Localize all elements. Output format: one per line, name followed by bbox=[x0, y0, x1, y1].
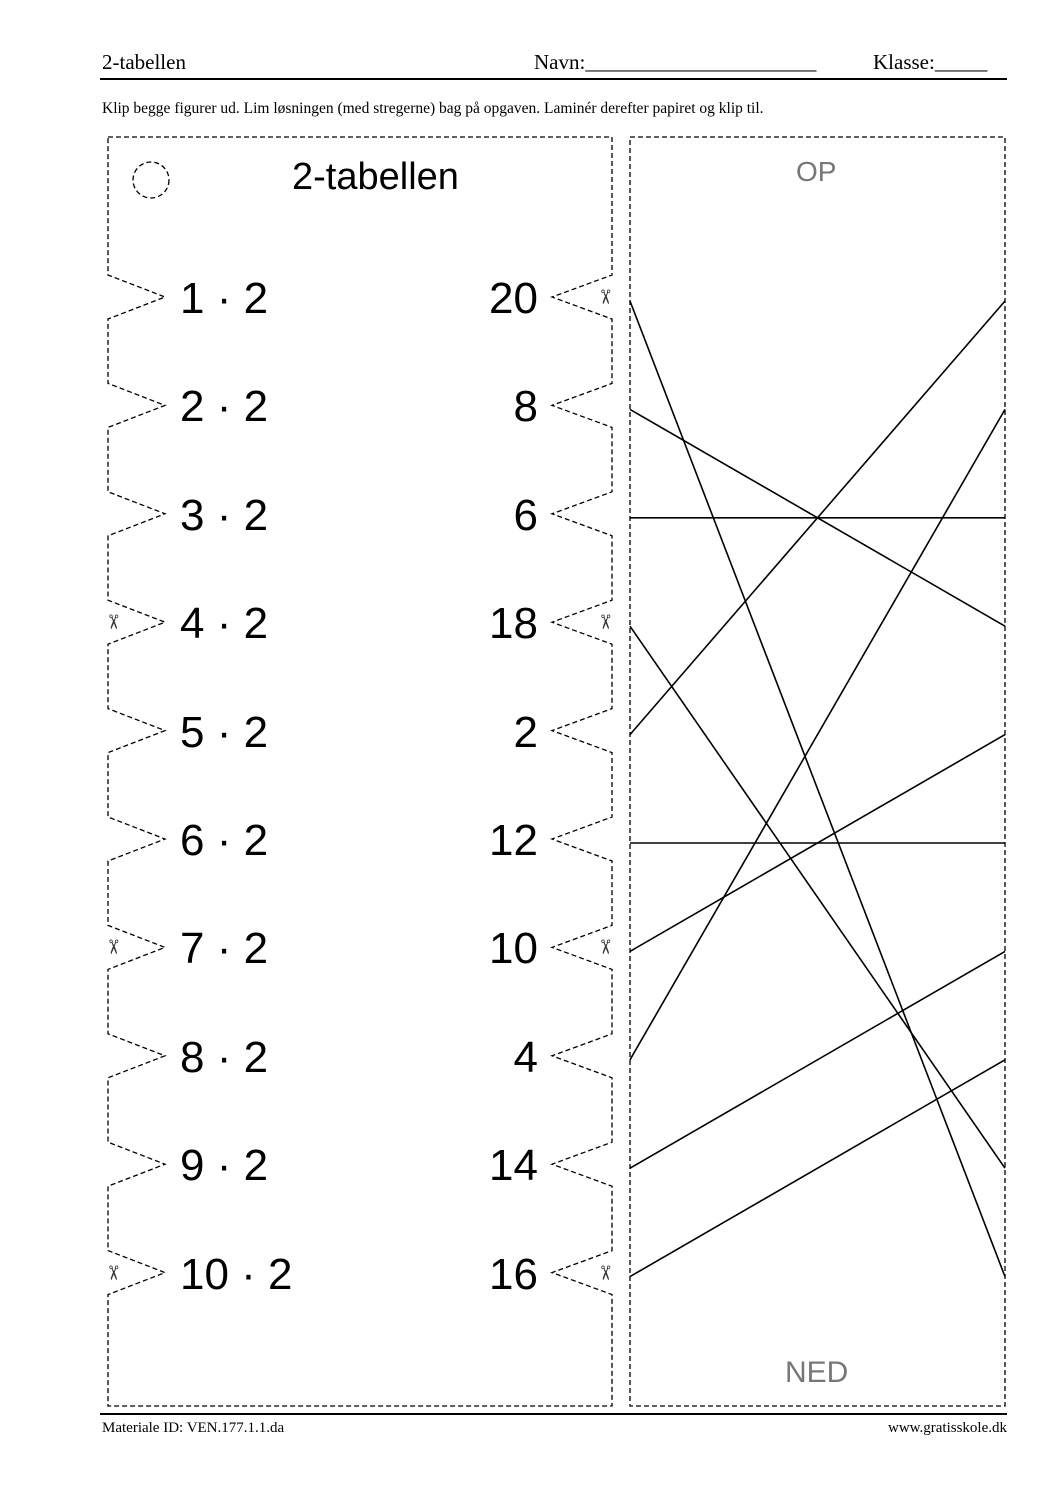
question-10: 10 · 2 bbox=[180, 1249, 293, 1299]
solution-cut-outline bbox=[630, 137, 1005, 1406]
header-title: 2-tabellen bbox=[102, 50, 186, 74]
punch-hole-circle bbox=[133, 162, 169, 198]
answer-5: 2 bbox=[513, 707, 538, 757]
solution-line bbox=[630, 301, 1005, 1277]
answer-1: 20 bbox=[489, 274, 538, 323]
question-9: 9 · 2 bbox=[180, 1141, 269, 1191]
answer-2: 8 bbox=[513, 382, 538, 432]
solution-line bbox=[630, 1060, 1005, 1277]
scissors-icon: ✂ bbox=[101, 613, 124, 631]
scissors-icon: ✂ bbox=[593, 1264, 616, 1281]
scissors-icon: ✂ bbox=[593, 939, 616, 956]
answer-7: 10 bbox=[489, 924, 538, 974]
answer-9: 14 bbox=[489, 1141, 538, 1191]
question-5: 5 · 2 bbox=[180, 707, 269, 757]
up-label: OP bbox=[796, 156, 837, 187]
scissors-icon: ✂ bbox=[101, 939, 124, 956]
solution-line bbox=[630, 951, 1005, 1168]
scissors-icon: ✂ bbox=[101, 1264, 124, 1281]
footer-divider bbox=[100, 1413, 1007, 1415]
answer-8: 4 bbox=[513, 1032, 538, 1082]
material-id: Materiale ID: VEN.177.1.1.da bbox=[102, 1420, 285, 1436]
answer-10: 16 bbox=[489, 1249, 538, 1299]
website: www.gratisskole.dk bbox=[887, 1420, 1007, 1436]
question-3: 3 · 2 bbox=[180, 490, 269, 540]
question-1: 1 · 2 bbox=[180, 274, 269, 323]
answer-3: 6 bbox=[513, 490, 538, 540]
answer-6: 12 bbox=[489, 816, 538, 865]
name-field: Navn:______________________ bbox=[534, 50, 817, 74]
question-8: 8 · 2 bbox=[180, 1032, 269, 1082]
question-4: 4 · 2 bbox=[180, 599, 269, 649]
answer-4: 18 bbox=[489, 599, 538, 649]
scissors-icon: ✂ bbox=[593, 613, 616, 631]
question-7: 7 · 2 bbox=[180, 924, 269, 974]
class-field: Klasse:_____ bbox=[873, 50, 988, 74]
solution-line bbox=[630, 409, 1005, 1059]
scissors-icon: ✂ bbox=[593, 288, 616, 306]
card-cut-outline bbox=[108, 137, 616, 1406]
down-label: NED bbox=[785, 1356, 849, 1389]
solution-line bbox=[630, 626, 1005, 1168]
question-2: 2 · 2 bbox=[180, 382, 269, 432]
question-6: 6 · 2 bbox=[180, 816, 269, 865]
card-title: 2-tabellen bbox=[292, 156, 459, 198]
instructions: Klip begge figurer ud. Lim løsningen (med stregerne) bag på opgaven. Laminér derefter papiret og klip til. bbox=[102, 100, 764, 117]
